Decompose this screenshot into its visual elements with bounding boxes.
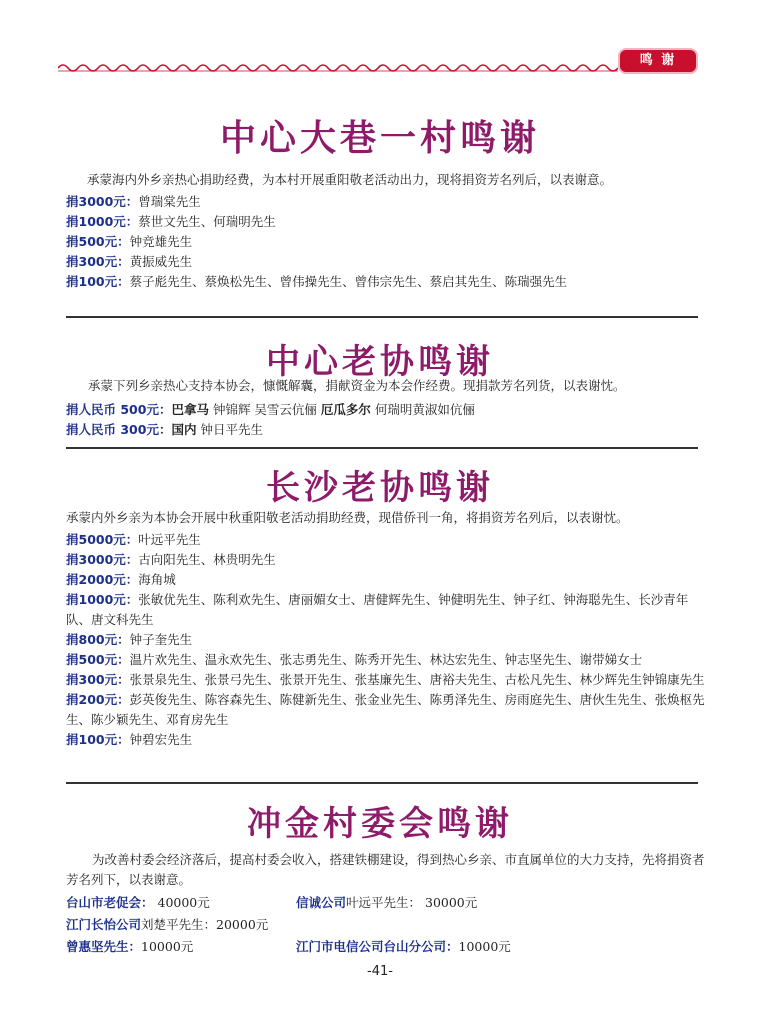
donor-org: 江门市电信公司台山分公司： (296, 939, 459, 954)
donation-amount: 捐人民币 500元： (66, 402, 172, 417)
donation-amount: 捐3000元： (66, 194, 139, 209)
donor-org: 曾惠坚先生： (66, 939, 142, 954)
donation-row (66, 272, 706, 292)
section-divider (66, 782, 698, 784)
donation-amount: 捐500元： (66, 652, 130, 667)
donor-org: 信诚公司 (296, 895, 347, 910)
donor-detail: 40000元 (153, 895, 210, 910)
donation-list-2 (66, 400, 706, 440)
donor-names: 海角城 (138, 572, 176, 587)
donation-row (66, 690, 706, 730)
donor-detail: 10000元 (458, 939, 511, 954)
donation-amount: 捐300元： (66, 672, 130, 687)
donation-amount: 捐100元： (66, 274, 130, 289)
donor-detail: 10000元 (141, 939, 194, 954)
section-intro-3: 承蒙内外乡亲为本协会开展中秋重阳敬老活动捐助经费，现借侨刊一角，将捐资芳名列后，以表谢忱。 (66, 510, 629, 525)
donor-names: 何瑞明黄淑如伉俪 (370, 402, 475, 417)
donation-amount: 捐300元： (66, 254, 130, 269)
donor-country: 国内 (171, 422, 197, 437)
donor-names: 钟日平先生 (196, 422, 263, 437)
donor-entry (296, 937, 511, 957)
donor-names: 蔡世文先生、何瑞明先生 (138, 214, 276, 229)
donation-list-3 (66, 530, 706, 750)
donor-entry (296, 893, 477, 913)
section-divider (66, 316, 698, 318)
donor-names: 钟竞雄先生 (129, 234, 193, 249)
donation-row (66, 730, 706, 750)
section-title-2: 中心老协鸣谢 (266, 342, 494, 382)
donation-amount: 捐500元： (66, 234, 130, 249)
donation-row (66, 400, 706, 420)
donation-amount: 捐1000元： (66, 592, 139, 607)
page-number: -41- (367, 964, 393, 979)
donation-amount: 捐800元： (66, 632, 130, 647)
donation-row (66, 192, 706, 212)
donation-amount: 捐100元： (66, 732, 130, 747)
donor-names: 钟碧宏先生 (129, 732, 193, 747)
donor-names: 黄振威先生 (129, 254, 193, 269)
donation-row (66, 530, 706, 550)
section-intro-1: 承蒙海内外乡亲热心捐助经费，为本村开展重阳敬老活动出力，现将捐资芳名列后，以表谢意。 (87, 172, 613, 187)
donation-list-1 (66, 192, 706, 292)
donor-org: 江门长怡公司 (66, 917, 142, 932)
donation-row (66, 232, 706, 252)
donation-amount: 捐3000元： (66, 552, 139, 567)
donation-row (66, 252, 706, 272)
donor-entry (66, 915, 268, 935)
donor-names: 张景泉先生、张景弓先生、张景开先生、张基廉先生、唐裕夫先生、古松凡先生、林少辉先生钟锦康先生 (129, 672, 705, 687)
donor-names: 钟子奎先生 (129, 632, 193, 647)
donor-detail: 刘楚平先生：20000元 (141, 917, 269, 932)
donor-org: 台山市老促会： (66, 895, 154, 910)
donation-row (66, 550, 706, 570)
donor-names: 蔡子彪先生、蔡焕松先生、曾伟操先生、曾伟宗先生、蔡启其先生、陈瑞强先生 (129, 274, 568, 289)
donation-amount: 捐2000元： (66, 572, 139, 587)
donor-names: 古向阳先生、林贵明先生 (138, 552, 276, 567)
header-wave-ornament (58, 62, 618, 74)
donor-names: 曾瑞棠先生 (138, 194, 201, 209)
donor-names: 张敏优先生、陈利欢先生、唐丽媚女士、唐健辉先生、钟健明先生、钟子红、钟海聪先生、长沙青年队、唐文科先生 (66, 592, 689, 627)
donation-amount: 捐人民币 300元： (66, 422, 172, 437)
section-divider (66, 447, 698, 449)
donation-row (66, 590, 706, 630)
section-title-3: 长沙老协鸣谢 (266, 468, 494, 508)
section-title-4: 冲金村委会鸣谢 (247, 804, 513, 844)
donation-row (66, 420, 706, 440)
donor-country: 厄瓜多尔 (320, 402, 371, 417)
donor-names: 温片欢先生、温永欢先生、张志勇先生、陈秀开先生、林达宏先生、钟志坚先生、谢带娣女士 (129, 652, 643, 667)
donor-names: 钟锦辉 吴雪云伉俪 (208, 402, 321, 417)
donor-names: 叶远平先生 (138, 532, 201, 547)
section-intro-2: 承蒙下列乡亲热心支持本协会，慷慨解囊，捐献资金为本会作经费。现捐款芳名列货，以表谢忱。 (88, 378, 626, 393)
donation-row (66, 570, 706, 590)
donation-row (66, 212, 706, 232)
section-intro-4: 为改善村委会经济落后，提高村委会收入，搭建铁棚建设，得到热心乡亲、市直属单位的大力支持，先将捐资者芳名列下，以表谢意。 (66, 852, 705, 887)
donor-names: 彭英俊先生、陈容森先生、陈健新先生、张金业先生、陈勇泽先生、房雨庭先生、唐伙生先生、张焕枢先生、陈少颖先生、邓育房先生 (66, 692, 705, 727)
donation-amount: 捐5000元： (66, 532, 139, 547)
section-title-1: 中心大巷一村鸣谢 (219, 118, 540, 159)
donor-entry (66, 893, 210, 913)
donor-country: 巴拿马 (171, 402, 209, 417)
donation-row (66, 670, 706, 690)
donor-entry (66, 937, 193, 957)
donation-row (66, 630, 706, 650)
donor-detail: 叶远平先生： 30000元 (346, 895, 478, 910)
donation-amount: 捐200元： (66, 692, 130, 707)
header-tab: 鸣 谢 (620, 50, 696, 72)
donation-amount: 捐1000元： (66, 214, 139, 229)
donation-row (66, 650, 706, 670)
